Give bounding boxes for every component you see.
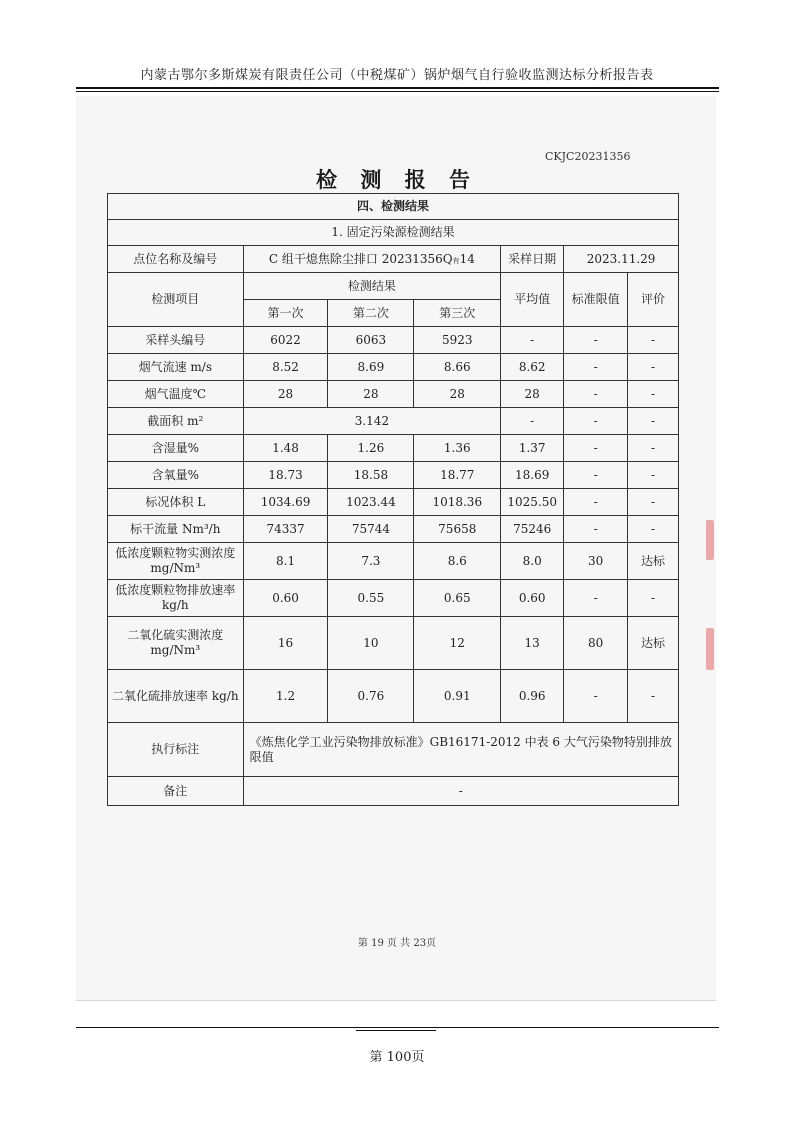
cell-third: 5923 [414,327,501,354]
cell-second: 1023.44 [328,489,414,516]
report-title: 检 测 报 告 [316,168,478,192]
cell-evaluation: 达标 [628,617,679,670]
cell-limit: - [564,580,628,617]
cell-evaluation: - [628,489,679,516]
cell-second: 8.69 [328,354,414,381]
table-row [108,354,679,381]
cell-first: 1.2 [243,670,328,723]
cell-limit: 80 [564,617,628,670]
cell-third: 8.6 [414,543,501,580]
subsection-title: 1. 固定污染源检测结果 [108,220,679,246]
cell-third: 18.77 [414,462,501,489]
cell-evaluation: - [628,462,679,489]
cell-evaluation: - [628,327,679,354]
cell-first: 28 [243,381,328,408]
point-value-main: C 组干熄焦除尘排口 20231356Q [268,251,453,266]
table-row [108,435,679,462]
point-value [243,246,501,273]
cell-average: 0.60 [501,580,564,617]
row-label: 含湿量% [108,435,244,462]
table-row [108,580,679,617]
point-value-suffix: 14 [459,251,475,266]
cell-first: 18.73 [243,462,328,489]
results-header: 检测结果 [243,273,501,300]
header-rule-thin [76,91,719,92]
cell-average: 1025.50 [501,489,564,516]
second-header: 第二次 [328,300,414,327]
cell-second: 6063 [328,327,414,354]
cell-average: 13 [501,617,564,670]
point-value-sub: 有 [452,256,460,265]
cell-second: 75744 [328,516,414,543]
cell-average: - [501,327,564,354]
cell-third: 0.91 [414,670,501,723]
row-label: 烟气温度℃ [108,381,244,408]
cell-third: 1018.36 [414,489,501,516]
table-row [108,408,679,435]
cell-third: 28 [414,381,501,408]
cell-limit: - [564,327,628,354]
remark-value: - [243,777,678,806]
cell-evaluation: - [628,408,679,435]
row-label: 二氧化硫实测浓度 mg/Nm³ [108,617,244,670]
row-label: 标况体积 L [108,489,244,516]
cell-evaluation: 达标 [628,543,679,580]
cell-second: 7.3 [328,543,414,580]
cell-average: 28 [501,381,564,408]
cell-third: 0.65 [414,580,501,617]
footer-mark [356,1030,436,1031]
cell-limit: - [564,670,628,723]
standard-value: 《炼焦化学工业污染物排放标准》GB16171-2012 中表 6 大气污染物特别排放限值 [243,723,678,777]
point-label: 点位名称及编号 [108,246,244,273]
row-label: 低浓度颗粒物排放速率 kg/h [108,580,244,617]
third-header: 第三次 [414,300,501,327]
table-row [108,543,679,580]
document-header: 内蒙古鄂尔多斯煤炭有限责任公司（中税煤矿）锅炉烟气自行验收监测达标分析报告表 [140,68,654,83]
cell-evaluation: - [628,435,679,462]
date-label: 采样日期 [501,246,564,273]
scan-page-counter: 第 19 页 共 23页 [357,938,437,949]
results-table [107,193,679,806]
table-row [108,670,679,723]
row-label: 标干流量 Nm³/h [108,516,244,543]
cell-limit: - [564,354,628,381]
cell-limit: - [564,381,628,408]
table-row [108,327,679,354]
cell-average: 18.69 [501,462,564,489]
cell-second: 0.76 [328,670,414,723]
limit-header: 标准限值 [564,273,628,327]
section-title: 四、检测结果 [108,194,679,220]
cell-average: 1.37 [501,435,564,462]
row-label: 烟气流速 m/s [108,354,244,381]
page-number: 第 100页 [369,1050,425,1065]
average-header: 平均值 [501,273,564,327]
footer-rule [76,1027,719,1028]
cell-limit: - [564,489,628,516]
cell-first: 8.1 [243,543,328,580]
row-label: 低浓度颗粒物实测浓度 mg/Nm³ [108,543,244,580]
cell-merged: 3.142 [243,408,501,435]
report-code: CKJC20231356 [545,150,631,163]
cell-second: 10 [328,617,414,670]
first-header: 第一次 [243,300,328,327]
cell-third: 75658 [414,516,501,543]
cell-third: 8.66 [414,354,501,381]
table-row [108,462,679,489]
cell-average: 75246 [501,516,564,543]
cell-second: 0.55 [328,580,414,617]
row-label: 采样头编号 [108,327,244,354]
standard-label: 执行标注 [108,723,244,777]
table-row [108,489,679,516]
cell-evaluation: - [628,670,679,723]
cell-evaluation: - [628,516,679,543]
cell-average: - [501,408,564,435]
cell-first: 1.48 [243,435,328,462]
cell-second: 18.58 [328,462,414,489]
cell-first: 8.52 [243,354,328,381]
table-row [108,617,679,670]
cell-limit: - [564,408,628,435]
header-rule [76,87,719,89]
cell-first: 16 [243,617,328,670]
cell-average: 0.96 [501,670,564,723]
cell-limit: - [564,462,628,489]
remark-label: 备注 [108,777,244,806]
cell-limit: - [564,516,628,543]
seal-stamp-edge-lower [706,628,714,670]
cell-third: 1.36 [414,435,501,462]
item-header: 检测项目 [108,273,244,327]
cell-evaluation: - [628,580,679,617]
date-value: 2023.11.29 [564,246,679,273]
cell-limit: - [564,435,628,462]
seal-stamp-edge [706,520,714,560]
evaluation-header: 评价 [628,273,679,327]
cell-evaluation: - [628,381,679,408]
cell-first: 0.60 [243,580,328,617]
cell-second: 1.26 [328,435,414,462]
table-row [108,381,679,408]
cell-evaluation: - [628,354,679,381]
table-row [108,516,679,543]
cell-average: 8.62 [501,354,564,381]
cell-second: 28 [328,381,414,408]
cell-limit: 30 [564,543,628,580]
row-label: 含氧量% [108,462,244,489]
cell-average: 8.0 [501,543,564,580]
cell-first: 74337 [243,516,328,543]
cell-first: 6022 [243,327,328,354]
row-label: 截面积 m² [108,408,244,435]
cell-first: 1034.69 [243,489,328,516]
cell-third: 12 [414,617,501,670]
row-label: 二氧化硫排放速率 kg/h [108,670,244,723]
